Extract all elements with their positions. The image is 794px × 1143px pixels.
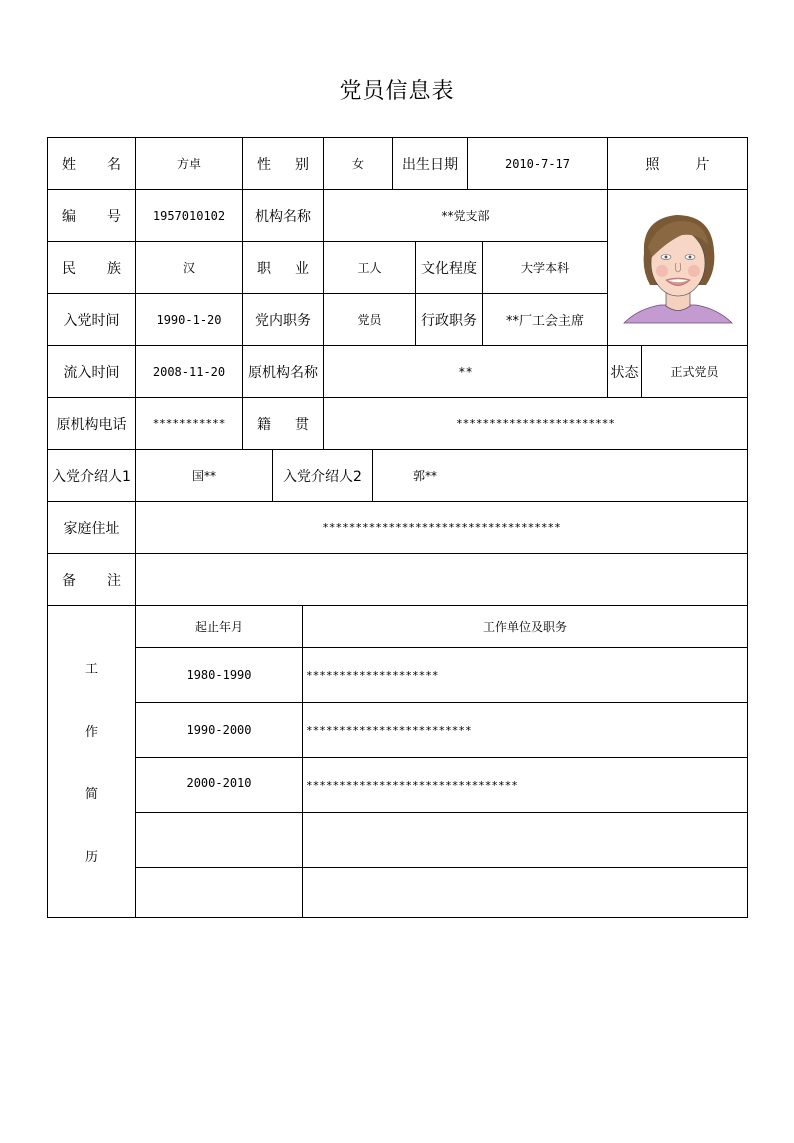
introducer2-label: 入党介绍人2 [272,449,373,502]
status-label: 状态 [607,345,642,398]
name-label-b: 名 [107,156,121,173]
table-row-period[interactable]: 1980-1990 [135,647,303,703]
table-row-period[interactable]: 2000-2010 [135,757,303,813]
former-org-name-value[interactable]: ** [323,345,608,398]
name-value[interactable]: 方卓 [135,137,243,190]
work-history-char: 历 [84,850,98,866]
home-address-value[interactable]: ************************************ [135,501,748,554]
join-date-value[interactable]: 1990-1-20 [135,293,243,346]
introducer1-value[interactable]: 国** [135,449,273,502]
transfer-in-date-label: 流入时间 [47,345,136,398]
ethnicity-label-a: 民 [62,260,76,277]
join-date-label: 入党时间 [47,293,136,346]
status-value[interactable]: 正式党员 [641,345,748,398]
column-header-employer: 工作单位及职务 [302,605,748,648]
photo-label-a: 照 [645,156,660,173]
remarks-label-a: 备 [62,572,76,589]
work-history-char: 工 [84,661,98,677]
name-label-a: 姓 [62,156,76,173]
table-row-period[interactable] [135,812,303,868]
ethnicity-label-b: 族 [107,260,121,277]
id-number-label [47,189,136,242]
work-history-char: 简 [84,787,98,803]
photo-cell[interactable] [607,189,748,346]
former-org-phone-label: 原机构电话 [47,397,136,450]
native-place-label-a: 籍 [257,416,271,433]
native-place-value[interactable]: ************************ [323,397,748,450]
work-history-char: 作 [84,724,98,740]
table-row-period[interactable]: 1990-2000 [135,702,303,758]
admin-position-label: 行政职务 [415,293,483,346]
transfer-in-date-value[interactable]: 2008-11-20 [135,345,243,398]
work-history-section-label [47,605,136,918]
gender-label [242,137,324,190]
member-portrait-icon [618,205,738,331]
occupation-label-b: 业 [295,260,309,277]
photo-label [607,137,748,190]
native-place-label-b: 贯 [295,416,309,433]
education-value[interactable]: 大学本科 [482,241,608,294]
native-place-label [242,397,324,450]
ethnicity-value[interactable]: 汉 [135,241,243,294]
admin-position-value[interactable]: **厂工会主席 [482,293,608,346]
introducer2-value[interactable] [372,449,748,502]
table-row-employer[interactable]: ************************* [302,702,748,758]
table-row-employer[interactable]: ******************************** [302,757,748,813]
introducer2-text: 郭** [413,469,438,483]
photo-label-b: 片 [695,156,710,173]
introducer1-label: 入党介绍人1 [47,449,136,502]
party-position-label: 党内职务 [242,293,324,346]
org-name-label: 机构名称 [242,189,324,242]
party-position-value[interactable]: 党员 [323,293,416,346]
ethnicity-label [47,241,136,294]
table-row-employer[interactable] [302,867,748,918]
birthdate-value[interactable]: 2010-7-17 [467,137,608,190]
table-row-employer[interactable] [302,812,748,868]
remarks-label [47,553,136,606]
occupation-label [242,241,324,294]
home-address-label: 家庭住址 [47,501,136,554]
remarks-label-b: 注 [107,572,121,589]
page-title: 党员信息表 [339,79,455,104]
occupation-value[interactable]: 工人 [323,241,416,294]
name-label [47,137,136,190]
org-name-value[interactable]: **党支部 [323,189,608,242]
birthdate-label: 出生日期 [392,137,468,190]
id-number-value[interactable]: 1957010102 [135,189,243,242]
occupation-label-a: 职 [257,260,271,277]
column-header-period: 起止年月 [135,605,303,648]
former-org-phone-value[interactable]: *********** [135,397,243,450]
education-label: 文化程度 [415,241,483,294]
table-row-period[interactable] [135,867,303,918]
former-org-name-label: 原机构名称 [242,345,324,398]
id-number-label-a: 编 [62,208,76,225]
remarks-value[interactable] [135,553,748,606]
id-number-label-b: 号 [107,208,121,225]
gender-label-b: 别 [295,156,309,173]
gender-label-a: 性 [257,156,271,173]
table-row-employer[interactable]: ******************** [302,647,748,703]
gender-value[interactable]: 女 [323,137,393,190]
